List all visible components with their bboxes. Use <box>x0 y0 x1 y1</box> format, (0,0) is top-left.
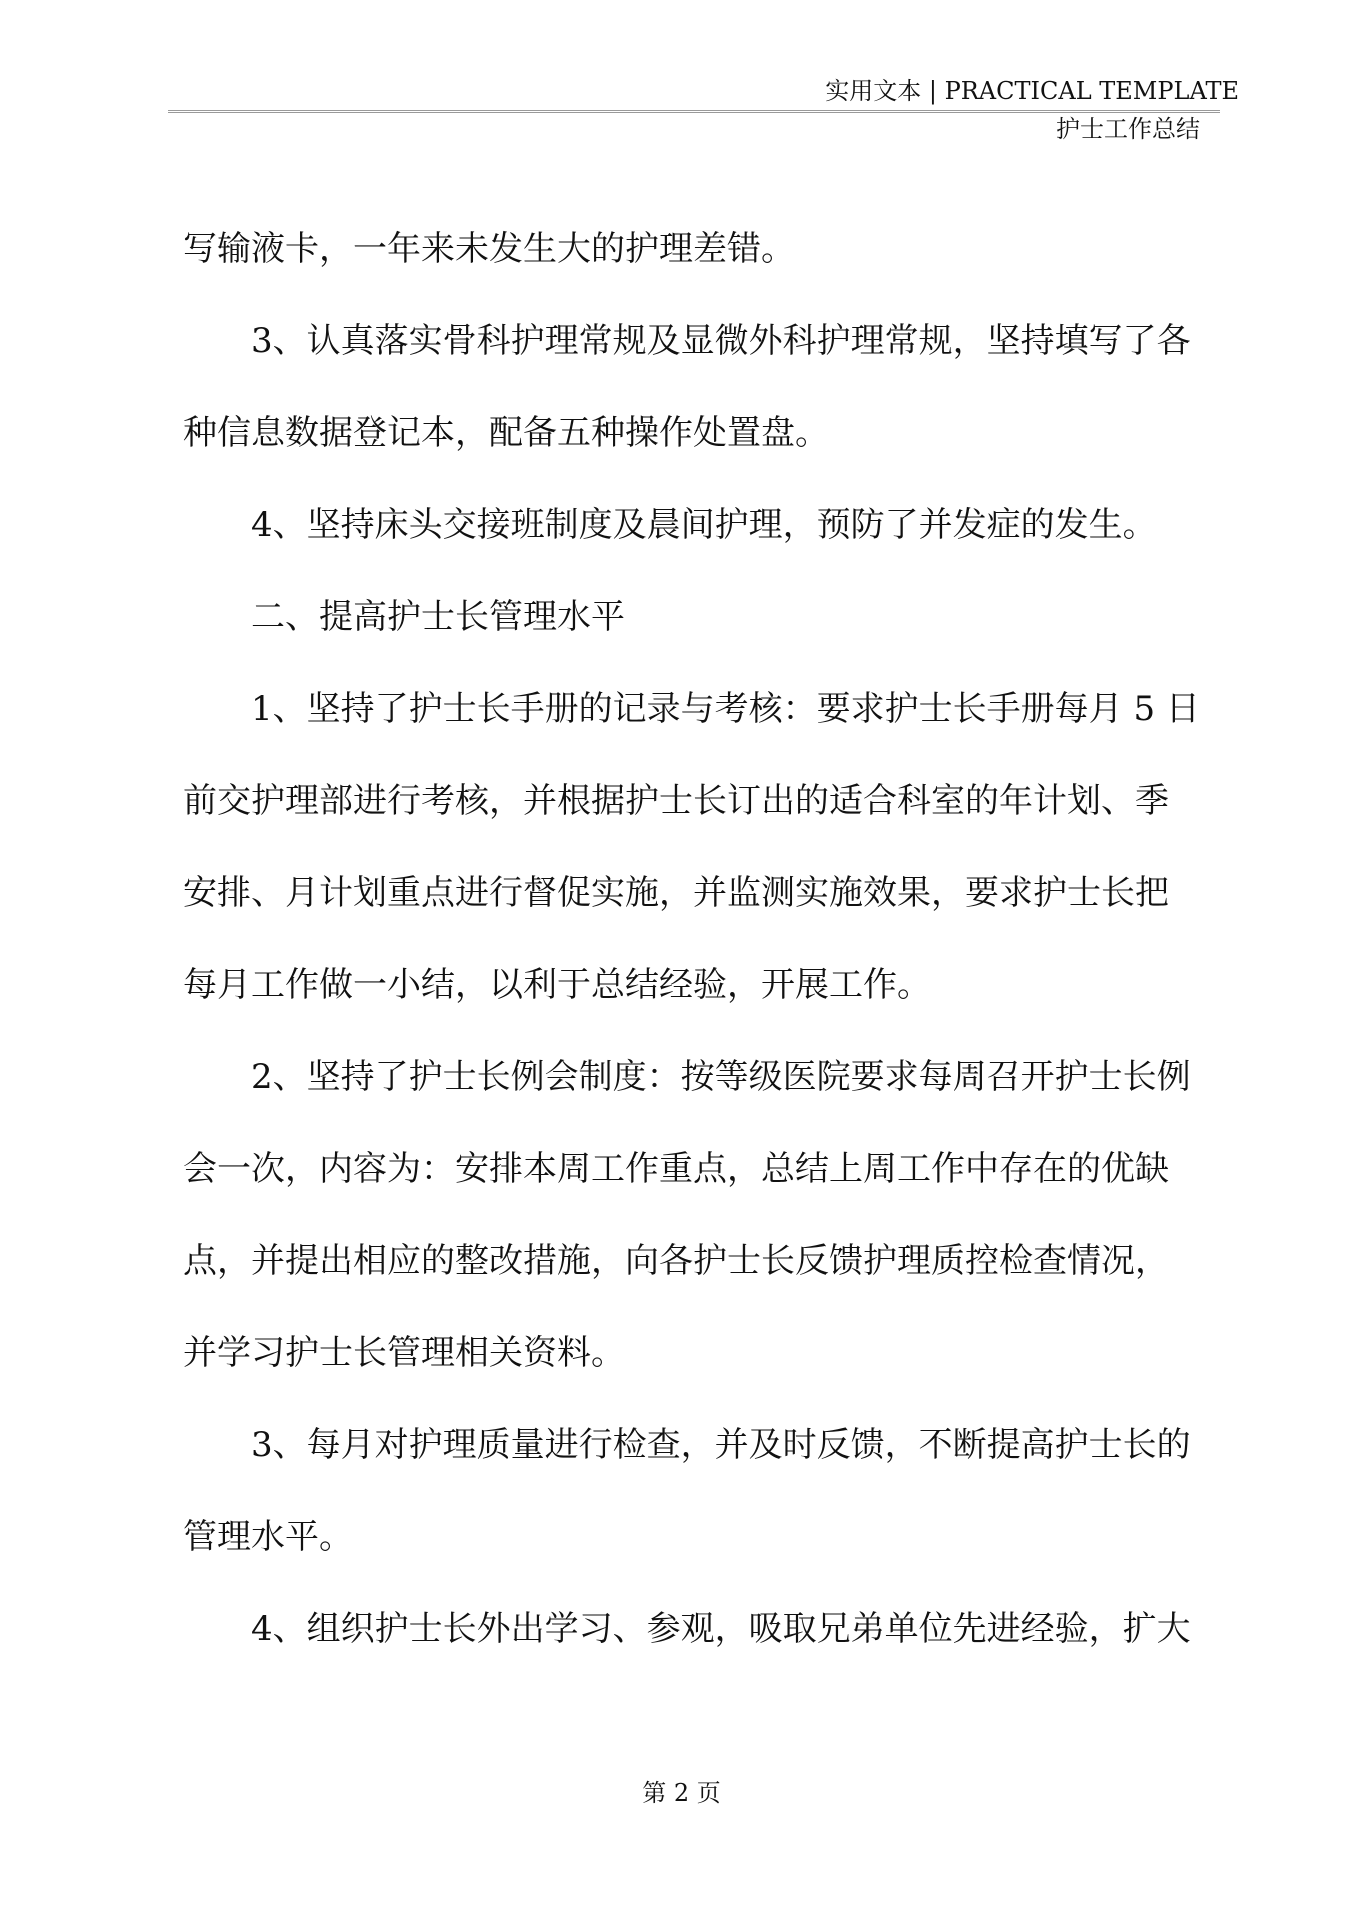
body-line: 管理水平。 <box>183 1517 353 1557</box>
body-line: 3、每月对护理质量进行检查，并及时反馈，不断提高护士长的 <box>251 1425 1191 1465</box>
header-title: 实用文本 | PRACTICAL TEMPLATE <box>825 77 1239 105</box>
body-line: 并学习护士长管理相关资料。 <box>183 1333 625 1373</box>
body-line: 4、坚持床头交接班制度及晨间护理，预防了并发症的发生。 <box>251 505 1157 545</box>
body-line: 3、认真落实骨科护理常规及显微外科护理常规，坚持填写了各 <box>251 321 1191 361</box>
page-header <box>0 0 1363 160</box>
body-line: 点，并提出相应的整改措施，向各护士长反馈护理质控检查情况， <box>183 1241 1169 1281</box>
body-line: 每月工作做一小结，以利于总结经验，开展工作。 <box>183 965 931 1005</box>
body-line: 种信息数据登记本，配备五种操作处置盘。 <box>183 413 829 453</box>
section-heading: 二、提高护士长管理水平 <box>251 597 625 637</box>
body-line: 前交护理部进行考核，并根据护士长订出的适合科室的年计划、季 <box>183 781 1169 821</box>
body-line: 会一次，内容为：安排本周工作重点，总结上周工作中存在的优缺 <box>183 1149 1169 1189</box>
page-number: 第 2 页 <box>642 1779 721 1807</box>
body-line: 1、坚持了护士长手册的记录与考核：要求护士长手册每月 5 日 <box>251 689 1200 729</box>
body-line: 2、坚持了护士长例会制度：按等级医院要求每周召开护士长例 <box>251 1057 1191 1097</box>
document-body <box>183 228 1205 1700</box>
body-line: 安排、月计划重点进行督促实施，并监测实施效果，要求护士长把 <box>183 873 1169 913</box>
header-subtitle: 护士工作总结 <box>1056 115 1200 143</box>
body-line: 写输液卡，一年来未发生大的护理差错。 <box>183 229 795 269</box>
header-divider <box>168 110 1220 113</box>
body-line: 4、组织护士长外出学习、参观，吸取兄弟单位先进经验，扩大 <box>251 1609 1191 1649</box>
